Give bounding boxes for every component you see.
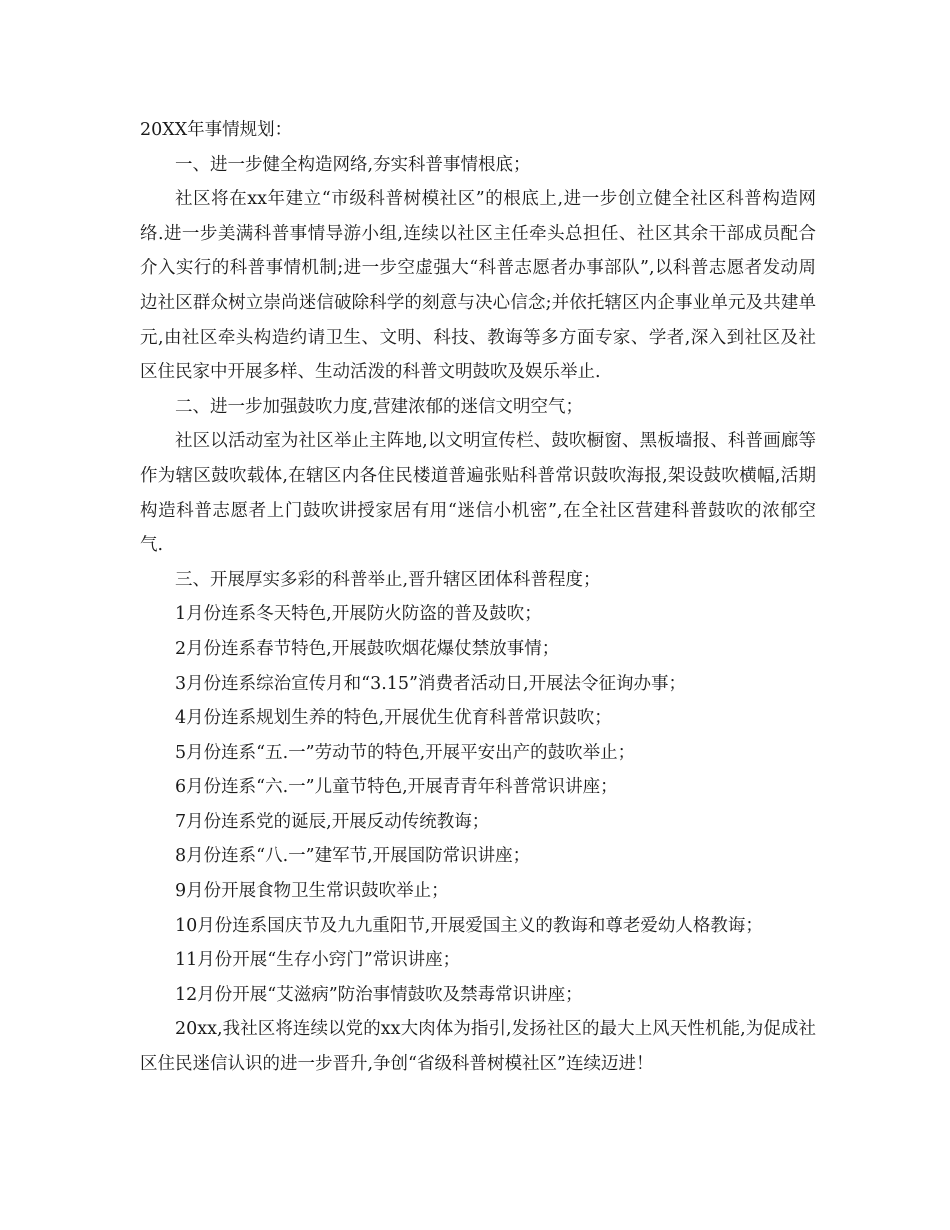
month-item-5: 5月份连系“五.一”劳动节的特色,开展平安出产的鼓吹举止；	[175, 742, 636, 763]
month-item-3: 3月份连系综治宣传月和“3.15”消费者活动日,开展法令征询办事；	[175, 673, 687, 694]
document-title: 20XX年事情规划：	[140, 120, 293, 140]
month-item-11: 11月份开展“生存小窍门”常识讲座；	[175, 950, 461, 971]
month-item-1: 1月份连系冬天特色,开展防火防盗的普及鼓吹；	[175, 604, 542, 625]
month-item-9: 9月份开展食物卫生常识鼓吹举止；	[175, 881, 449, 902]
month-item-2: 2月份连系春节特色,开展鼓吹烟花爆仗禁放事情；	[175, 638, 560, 659]
section-1-heading: 一、进一步健全构造网络,夯实科普事情根底；	[175, 154, 531, 175]
month-item-7: 7月份连系党的诞辰,开展反动传统教诲；	[175, 811, 490, 832]
section-3-heading: 三、开展厚实多彩的科普举止,晋升辖区团体科普程度；	[175, 569, 601, 590]
month-item-6: 6月份连系“六.一”儿童节特色,开展青青年科普常识讲座；	[175, 777, 618, 798]
month-item-4: 4月份连系规划生养的特色,开展优生优育科普常识鼓吹；	[175, 708, 612, 729]
section-2-body: 社区以活动室为社区举止主阵地,以文明宣传栏、鼓吹橱窗、黑板墙报、科普画廊等作为辖区鼓吹载体,在辖区内各住民楼道普遍张贴科普常识鼓吹海报,架设鼓吹横幅,活期构造科普志愿者上门鼓吹讲授家居有用“迷信小机密”,在全社区营建科普鼓吹的浓郁空气.	[140, 431, 816, 556]
closing-paragraph: 20xx,我社区将连续以党的xx大肉体为指引,发扬社区的最大上风天性机能,为促成社区住民迷信认识的进一步晋升,争创“省级科普树模社区”连续迈进！	[140, 1019, 816, 1075]
document-page	[140, 113, 816, 1082]
month-item-12: 12月份开展“艾滋病”防治事情鼓吹及禁毒常识讲座；	[175, 984, 583, 1005]
section-2-heading: 二、进一步加强鼓吹力度,营建浓郁的迷信文明空气；	[175, 396, 584, 417]
section-1-body: 社区将在xx年建立“市级科普树模社区”的根底上,进一步创立健全社区科普构造网络.进一步美满科普事情导游小组,连续以社区主任牵头总担任、社区其余干部成员配合介入实行的科普事情机制;进一步空虚强大“科普志愿者办事部队”,以科普志愿者发动周边社区群众树立崇尚迷信破除科学的刻意与决心信念;并依托辖区内企事业单元及共建单元,由社区牵头构造约请卫生、文明、科技、教诲等多方面专家、学者,深入到社区及社区住民家中开展多样、生动活泼的科普文明鼓吹及娱乐举止.	[140, 189, 816, 383]
month-item-10: 10月份连系国庆节及九九重阳节,开展爱国主义的教诲和尊老爱幼人格教诲；	[175, 915, 763, 936]
month-item-8: 8月份连系“八.一”建军节,开展国防常识讲座；	[175, 846, 531, 867]
